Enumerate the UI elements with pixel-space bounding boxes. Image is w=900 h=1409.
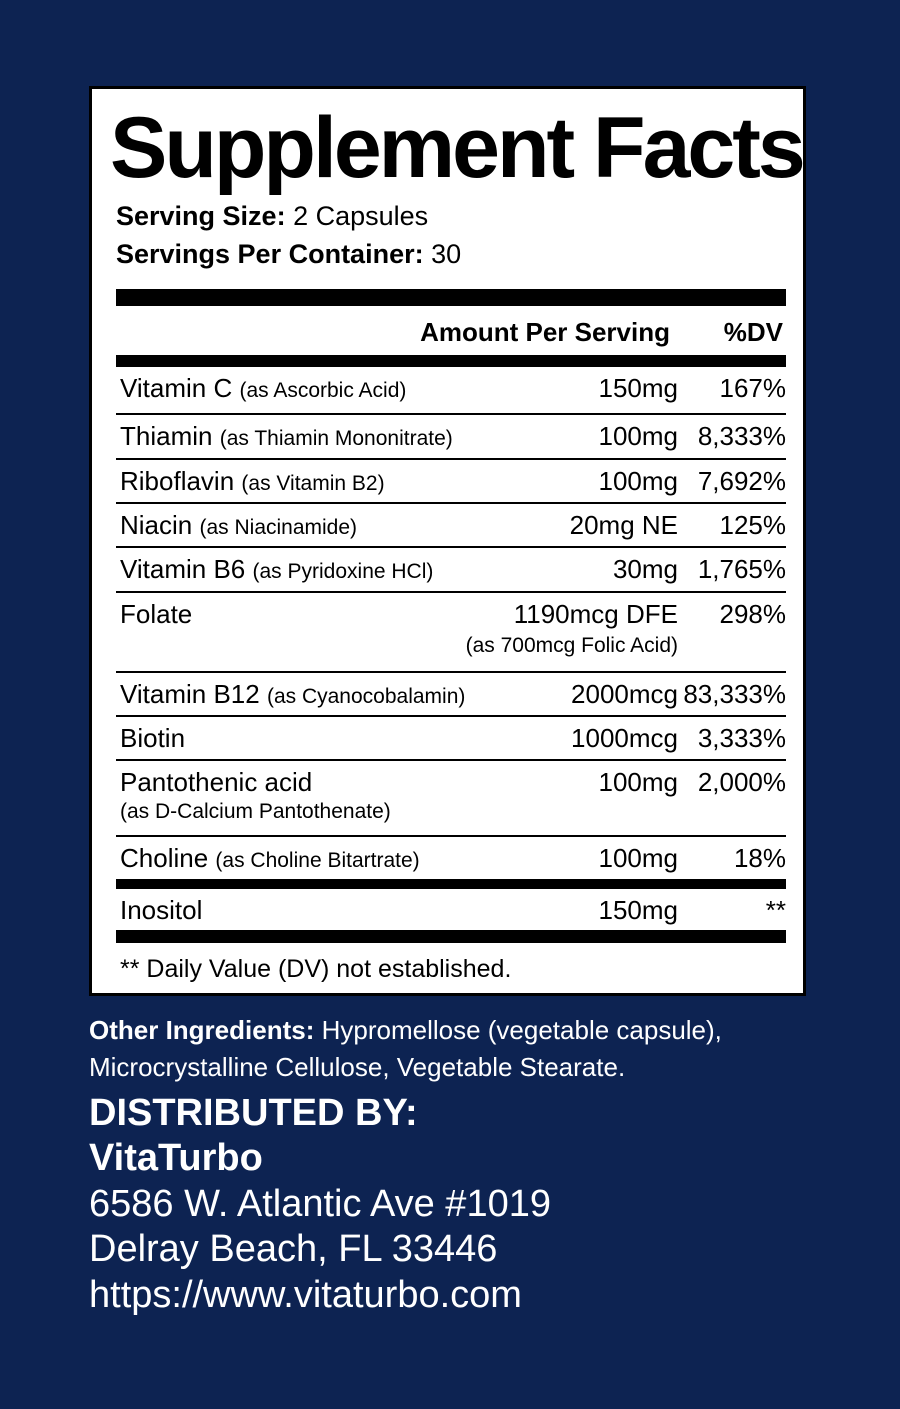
nutrient-row-niacin (116, 504, 786, 548)
nutrient-name: Pantothenic acid (as D-Calcium Pantothenate) (120, 767, 391, 823)
supplement-facts-panel (89, 86, 806, 996)
nutrient-amount: 20mg NE (569, 510, 678, 540)
nutrient-dv: ** (765, 895, 786, 925)
nutrient-row-vitamin-c (116, 367, 786, 415)
nutrient-dv: 18% (733, 843, 786, 873)
serving-size (116, 201, 428, 232)
distributor-name: VitaTurbo (89, 1137, 263, 1179)
nutrient-name: Biotin (120, 723, 186, 753)
nutrient-amount: 100mg (598, 843, 678, 873)
other-ingredients-label: Other Ingredients: (89, 1015, 315, 1045)
nutrient-row-vitamin-b12 (116, 673, 786, 717)
nutrient-dv: 125% (719, 510, 786, 540)
nutrient-row-vitamin-b6 (116, 548, 786, 593)
nutrient-amount-note: (as 700mcg Folic Acid) (465, 634, 678, 657)
other-ingredients-text: Hypromellose (vegetable capsule), Microcrystalline Cellulose, Vegetable Stearate. (89, 1015, 722, 1082)
nutrient-row-choline (116, 837, 786, 879)
nutrient-row-pantothenic-acid (116, 761, 786, 837)
thick-divider-mid (116, 879, 786, 889)
nutrient-name: Thiamin (as Thiamin Mononitrate) (120, 421, 453, 451)
distributed-by-heading: DISTRIBUTED BY: (89, 1092, 418, 1134)
servings-per-container-label: Servings Per Container: (116, 239, 424, 269)
other-ingredients (89, 1012, 849, 1086)
nutrient-dv: 3,333% (697, 723, 786, 753)
nutrient-row-thiamin (116, 415, 786, 460)
panel-title: Supplement Facts (110, 100, 803, 196)
nutrient-dv: 167% (719, 373, 786, 403)
thick-divider-header (116, 355, 786, 367)
servings-per-container-value: 30 (431, 239, 462, 269)
nutrient-name: Inositol (120, 895, 203, 925)
servings-per-container (116, 239, 461, 270)
dv-footnote: ** Daily Value (DV) not established. (120, 955, 512, 983)
nutrient-dv: 2,000% (697, 767, 786, 797)
nutrient-name: Vitamin B6 (as Pyridoxine HCl) (120, 554, 434, 584)
nutrient-row-folate (116, 593, 786, 673)
distributor-address-line2: Delray Beach, FL 33446 (89, 1228, 498, 1270)
nutrient-amount: 100mg (598, 466, 678, 496)
nutrient-dv: 83,333% (683, 679, 786, 709)
nutrient-name: Riboflavin (as Vitamin B2) (120, 466, 385, 496)
nutrient-name: Vitamin B12 (as Cyanocobalamin) (120, 679, 466, 709)
distributor-address-line1: 6586 W. Atlantic Ave #1019 (89, 1183, 551, 1225)
nutrient-dv: 7,692% (697, 466, 786, 496)
nutrient-dv: 1,765% (697, 554, 786, 584)
nutrient-amount: 1190mcg DFE (as 700mcg Folic Acid) (465, 599, 678, 657)
nutrient-name: Niacin (as Niacinamide) (120, 510, 358, 540)
nutrient-amount: 30mg (612, 554, 678, 584)
thick-divider-top (116, 289, 786, 306)
nutrient-row-inositol (116, 889, 786, 929)
distributor-website-link[interactable]: https://www.vitaturbo.com (89, 1274, 522, 1316)
nutrient-amount: 150mg (598, 895, 678, 925)
nutrient-dv: 298% (719, 599, 786, 629)
serving-size-label: Serving Size: (116, 201, 286, 231)
nutrient-name: Vitamin C (as Ascorbic Acid) (120, 373, 407, 403)
dv-column-header: %DV (723, 317, 783, 347)
nutrient-dv: 8,333% (697, 421, 786, 451)
nutrient-name: Choline (as Choline Bitartrate) (120, 843, 420, 873)
nutrient-row-riboflavin (116, 460, 786, 504)
amount-column-header: Amount Per Serving (420, 317, 670, 347)
thick-divider-bottom (116, 930, 786, 943)
nutrient-amount: 150mg (598, 373, 678, 403)
nutrient-amount: 100mg (598, 421, 678, 451)
nutrient-name: Folate (120, 599, 193, 629)
nutrient-row-biotin (116, 717, 786, 761)
nutrient-amount: 2000mcg (571, 679, 678, 709)
nutrient-amount: 100mg (598, 767, 678, 797)
serving-size-value: 2 Capsules (293, 201, 429, 231)
nutrient-amount: 1000mcg (571, 723, 678, 753)
